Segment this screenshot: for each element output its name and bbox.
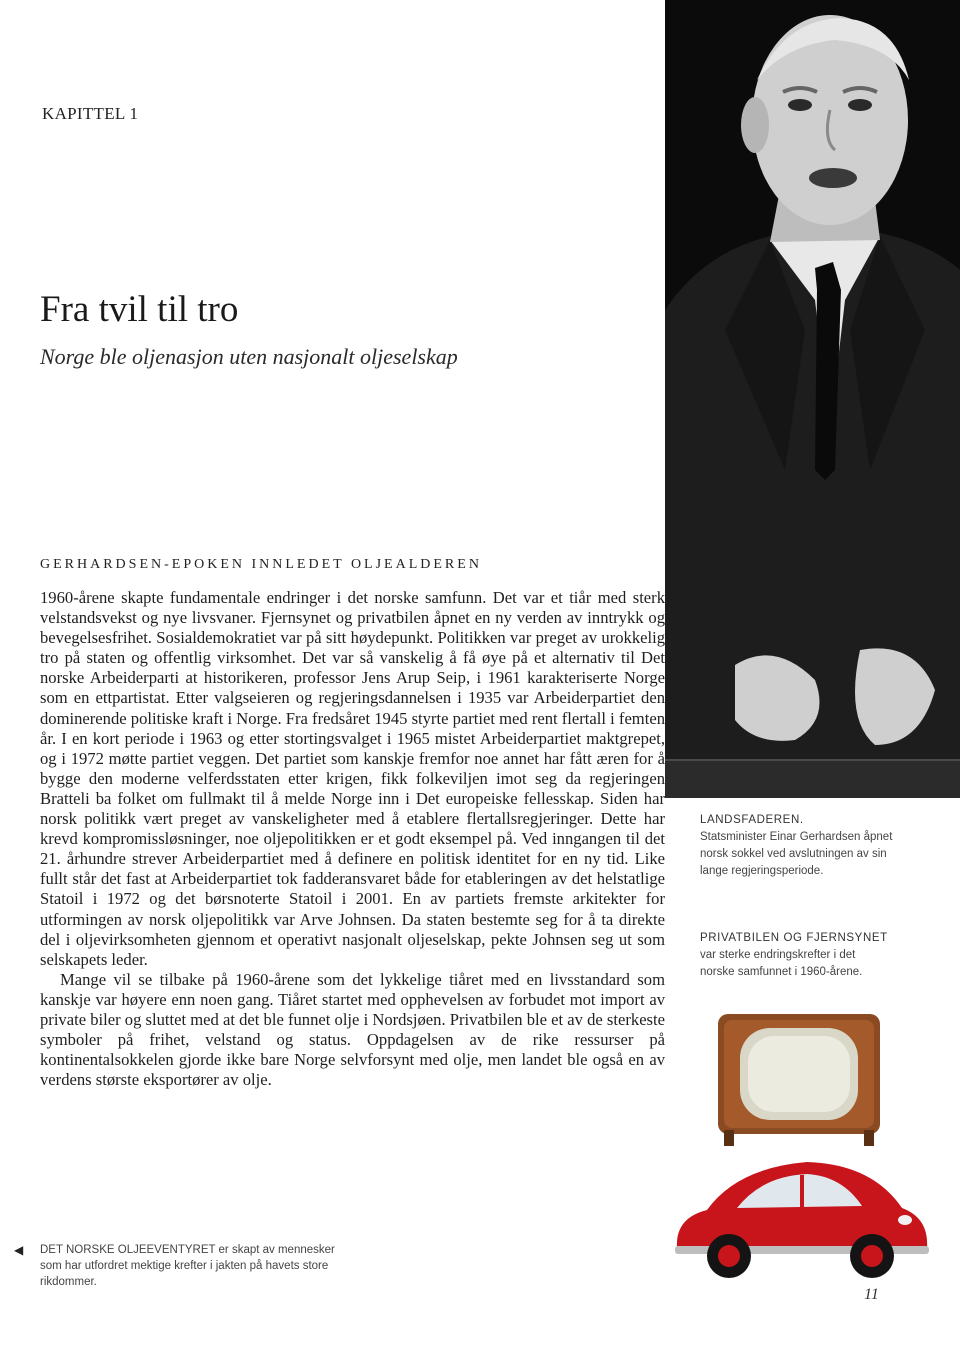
page-title: Fra tvil til tro: [40, 289, 239, 330]
car-image: [667, 1148, 935, 1288]
caption-text: var sterke endringskrefter i det norske samfunnet i 1960-årene.: [700, 949, 863, 978]
television-illustration: [714, 1010, 884, 1150]
portrait-caption: [700, 812, 900, 880]
portrait-illustration: [665, 0, 960, 798]
caption-arrow-icon: ◀: [14, 1243, 24, 1257]
car-illustration: [667, 1148, 935, 1288]
page-number: 11: [864, 1286, 879, 1303]
chapter-label: KAPITTEL 1: [42, 104, 139, 123]
article-body: [40, 588, 665, 1090]
paragraph: Mange vil se tilbake på 1960-årene som det lykkelige tiåret med en livsstandard som kanskje var høyere enn noen gang. Tiåret startet med opphevelsen av forbudet mot import av private biler og sluttet med at det ble funnet olje i Nordsjøen. Privatbilen ble et av de sterkeste symboler på frihet, velstand og status. Oppdagelsen av de rike ressurser på kontinentalsokkelen gjorde ikke bare Norge selvforsynt med olje, men landet ble også en av verdens største eksportører av olje.: [40, 969, 665, 1090]
caption-lead: LANDSFADEREN.: [700, 814, 804, 826]
caption-lead: PRIVATBILEN OG FJERNSYNET: [700, 932, 888, 944]
paragraph: 1960-årene skapte fundamentale endringer i det norske samfunn. Det var et tiår med sterk velstandsvekst og nye livsvaner. Fjernsynet og privatbilen åpnet en ny verden av inntrykk og bevegelsesfrihet. Sosialdemokratiet var på sitt høydepunkt. Politikken var preget av urokkelig tro på staten og offentlig virksomhet. Det var så vanskelig å få øye på et alternativ til Det norske Arbeiderparti at historikeren, professor Jens Arup Seip, i 1961 karakteriserte Norge som en ettpartistat. Etter valgseieren og regjeringsdannelsen i 1935 var Arbeiderpartiet den dominerende politiske kraft i Norge. Fra fredsåret 1945 styrte partiet med rent flertall i femten år. I en kort periode i 1963 og etter stortingsvalget i 1965 mistet Arbeiderpartiet maktgrepet, og i 1972 møtte partiet veggen. Det partiet som kanskje fremfor noe annet har fått æren for å bygge den moderne velferdsstaten etter krigen, fikk folkeviljen imot seg da regjeringen Bratteli ba folket om fullmakt til å melde Norge inn i Det europeiske fellesskap. Siden har norsk politikk vært preget av vanskeligheter med å etablere flertallsregjeringer. Dette har krevd kompromissløsninger, noe oljepolitikken er et godt eksempel på. Ved inngangen til det 21. århundre strever Arbeiderpartiet med å definere en politisk identitet for en ny tid. Like fullt står det fast at Arbeiderpartiet tok fadderansvaret både for etableringen av det helstatlige Statoil i 1972 og det børsnoterte Statoil i 2001. En av partiets fremste arkitekter for utformingen av norsk oljepolitikk var Arve Johnsen. Da staten bestemte seg for å ta direkte del i oljevirksomheten gjennom et operativt nasjonalt oljeselskap, pekte Johnsen seg ut som selskapets leder.: [40, 588, 665, 969]
television-image: [714, 1010, 884, 1150]
portrait-photo: [665, 0, 960, 798]
tv-car-caption: [700, 930, 890, 981]
section-heading: GERHARDSEN-EPOKEN INNLEDET OLJEALDEREN: [40, 557, 482, 572]
caption-text: Statsminister Einar Gerhardsen åpnet norsk sokkel ved avslutningen av sin lange regjeringsperiode.: [700, 831, 893, 877]
caption-lead: DET NORSKE OLJEEVENTYRET: [40, 1244, 216, 1256]
caption-text: er skapt av mennesker som har utfordret mektige krefter i jakten på havets store rikdommer.: [40, 1244, 335, 1288]
page-subtitle: Norge ble oljenasjon uten nasjonalt oljeselskap: [40, 344, 458, 369]
